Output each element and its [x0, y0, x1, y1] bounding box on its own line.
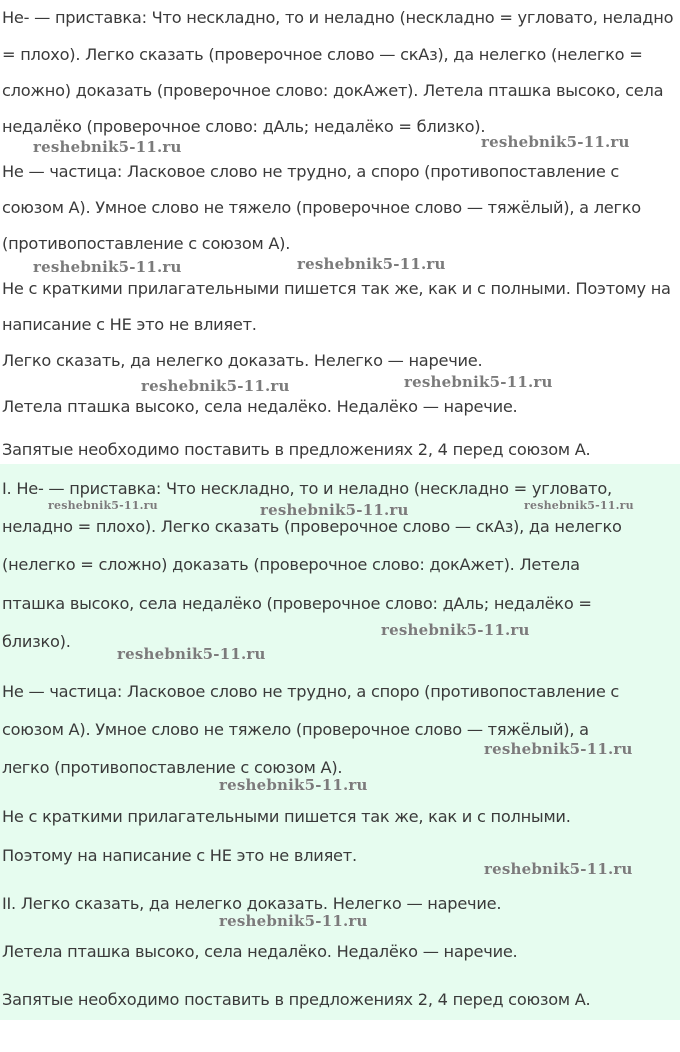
text-line: пташка высоко, села недалёко (проверочное слово: дАль; недалёко = — [2, 594, 592, 613]
text-line: близко). — [2, 632, 71, 651]
text-line: Не — частица: Ласковое слово не трудно, а споро (противопоставление с — [2, 682, 620, 701]
watermark: reshebnik5-11.ru — [524, 499, 634, 512]
text-line: (нелегко = сложно) доказать (проверочное слово: докАжет). Летела — [2, 555, 580, 574]
text-line: Не с краткими прилагательными пишется так же, как и с полными. Поэтому на — [2, 279, 671, 298]
text-line: Не- — приставка: Что нескладно, то и неладно (нескладно = угловато, неладно — [2, 8, 674, 27]
text-line: Легко сказать, да нелегко доказать. Нелегко — наречие. — [2, 351, 483, 370]
answer-block-2 — [0, 464, 680, 1020]
text-line: неладно = плохо). Легко сказать (проверочное слово — скАз), да нелегко — [2, 517, 622, 536]
text-line: I. Не- — приставка: Что нескладно, то и неладно (нескладно = угловато, — [2, 479, 612, 498]
watermark: reshebnik5-11.ru — [48, 499, 158, 512]
text-line: Запятые необходимо поставить в предложениях 2, 4 перед союзом А. — [2, 440, 591, 459]
watermark: reshebnik5-11.ru — [404, 373, 553, 391]
text-line: II. Легко сказать, да нелегко доказать. Нелегко — наречие. — [2, 894, 502, 913]
text-line: (противопоставление с союзом А). — [2, 234, 291, 253]
text-line: союзом А). Умное слово не тяжело (проверочное слово — тяжёлый), а — [2, 720, 589, 739]
text-line: сложно) доказать (проверочное слово: докАжет). Летела пташка высоко, села — [2, 81, 664, 100]
text-line: союзом А). Умное слово не тяжело (проверочное слово — тяжёлый), а легко — [2, 198, 641, 217]
text-line: Не с краткими прилагательными пишется так же, как и с полными. — [2, 807, 571, 826]
watermark: reshebnik5-11.ru — [297, 255, 446, 273]
watermark: reshebnik5-11.ru — [219, 776, 368, 794]
text-line: Летела пташка высоко, села недалёко. Недалёко — наречие. — [2, 942, 518, 961]
watermark: reshebnik5-11.ru — [33, 258, 182, 276]
text-line: Летела пташка высоко, села недалёко. Недалёко — наречие. — [2, 397, 518, 416]
text-line: легко (противопоставление с союзом А). — [2, 758, 343, 777]
watermark: reshebnik5-11.ru — [381, 621, 530, 639]
watermark: reshebnik5-11.ru — [260, 501, 409, 519]
answer-block-1 — [0, 0, 680, 464]
text-line: Поэтому на написание с НЕ это не влияет. — [2, 846, 357, 865]
watermark: reshebnik5-11.ru — [484, 740, 633, 758]
watermark: reshebnik5-11.ru — [117, 645, 266, 663]
text-line: написание с НЕ это не влияет. — [2, 315, 257, 334]
text-line: Запятые необходимо поставить в предложениях 2, 4 перед союзом А. — [2, 990, 591, 1009]
watermark: reshebnik5-11.ru — [141, 377, 290, 395]
text-line: недалёко (проверочное слово: дАль; недалёко = близко). — [2, 117, 486, 136]
text-line: = плохо). Легко сказать (проверочное слово — скАз), да нелегко (нелегко = — [2, 45, 643, 64]
watermark: reshebnik5-11.ru — [33, 138, 182, 156]
text-line: Не — частица: Ласковое слово не трудно, а споро (противопоставление с — [2, 162, 620, 181]
watermark: reshebnik5-11.ru — [484, 860, 633, 878]
watermark: reshebnik5-11.ru — [481, 133, 630, 151]
watermark: reshebnik5-11.ru — [219, 912, 368, 930]
